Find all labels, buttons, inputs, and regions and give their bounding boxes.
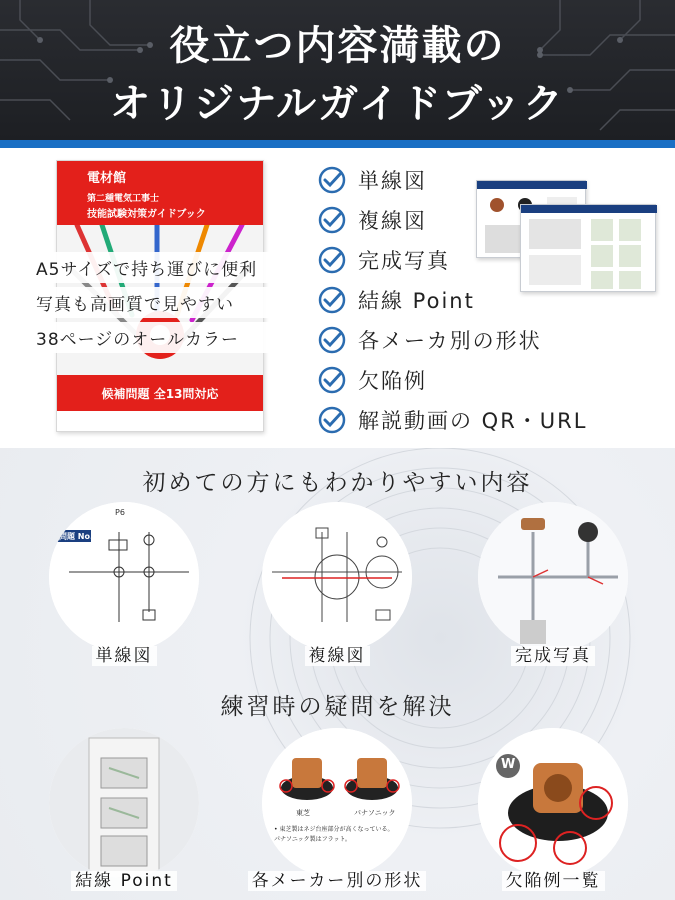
check-icon xyxy=(318,406,346,434)
header-title-line1: 役立つ内容満載の xyxy=(169,23,506,69)
checklist-label: 単線図 xyxy=(358,169,427,193)
check-icon xyxy=(318,366,346,394)
feature-size: A5サイズで持ち運びに便利 xyxy=(30,252,292,283)
accent-band xyxy=(0,140,675,148)
caption-text: 複線図 xyxy=(305,646,370,666)
caption-defect-examples xyxy=(463,866,643,891)
feature-page-count: 38ページのオールカラー xyxy=(30,322,292,353)
checklist-label: 結線 Point xyxy=(358,289,475,313)
caption-connection-point xyxy=(34,866,214,891)
finished-photo-image xyxy=(478,502,628,652)
check-icon xyxy=(318,246,346,274)
checklist-label: 欠陥例 xyxy=(358,369,427,393)
problem-badge: 問題 No.1 xyxy=(59,532,99,541)
connection-point-image xyxy=(49,728,199,878)
maker-shapes-image xyxy=(262,728,412,878)
book-cover-header xyxy=(57,161,263,225)
content-examples xyxy=(0,448,675,900)
single-line-diagram-image xyxy=(49,502,199,652)
caption-text: 完成写真 xyxy=(511,646,595,666)
connection-point-sample xyxy=(49,728,199,878)
checklist-item xyxy=(318,280,658,320)
book-footer-text: 候補問題 全13問対応 xyxy=(101,387,219,401)
book-brand: 電材館 xyxy=(87,171,127,186)
checklist-item xyxy=(318,160,658,200)
maker-label-a: 東芝 xyxy=(296,809,310,817)
check-icon xyxy=(318,326,346,354)
defect-examples-sample xyxy=(478,728,628,878)
checklist-label: 完成写真 xyxy=(358,249,450,273)
maker-note-2: パナソニック製はフラット。 xyxy=(274,836,351,843)
check-icon xyxy=(318,206,346,234)
checklist-item xyxy=(318,400,658,440)
section1-title: 初めての方にもわかりやすい内容 xyxy=(142,470,533,496)
header-banner xyxy=(0,0,675,140)
caption-text: 単線図 xyxy=(92,646,157,666)
book-cover-footer xyxy=(57,375,263,411)
wiring-diagram-image xyxy=(262,502,412,652)
maker-shapes-sample xyxy=(262,728,412,878)
maker-note-1: • 東芝製はネジ台座部分が高くなっている。 xyxy=(274,826,394,833)
checklist-label: 解説動画の QR・URL xyxy=(358,409,588,433)
caption-maker-shapes xyxy=(247,866,427,891)
finished-photo-sample xyxy=(478,502,628,652)
guidebook-overview xyxy=(0,148,675,448)
caption-single-line xyxy=(34,641,214,666)
checklist-label: 各メーカ別の形状 xyxy=(358,329,542,353)
caption-finished-photo xyxy=(463,641,643,666)
caption-text: 欠陥例一覧 xyxy=(502,871,605,891)
defect-examples-image xyxy=(478,728,628,878)
checklist-label: 複線図 xyxy=(358,209,427,233)
single-line-diagram-sample xyxy=(49,502,199,652)
feature-photo-quality: 写真も高画質で見やすい xyxy=(30,287,292,318)
book-subtitle: 第二種電気工事士 xyxy=(87,194,160,204)
caption-text: 結線 Point xyxy=(71,871,177,891)
page-number: P6 xyxy=(115,508,125,517)
checklist-item xyxy=(318,240,658,280)
check-icon xyxy=(318,166,346,194)
wire-badge: W xyxy=(501,757,516,772)
book-title: 技能試験対策ガイドブック xyxy=(87,209,206,220)
caption-text: 各メーカー別の形状 xyxy=(248,871,427,891)
maker-label-b: パナソニック xyxy=(354,809,396,817)
wiring-diagram-sample xyxy=(262,502,412,652)
section2-title: 練習時の疑問を解決 xyxy=(220,694,455,720)
checklist-item xyxy=(318,360,658,400)
caption-wiring-diagram xyxy=(247,641,427,666)
check-icon xyxy=(318,286,346,314)
checklist-item xyxy=(318,320,658,360)
content-checklist xyxy=(318,160,658,440)
checklist-item xyxy=(318,200,658,240)
feature-list xyxy=(30,252,292,357)
header-title-line2: オリジナルガイドブック xyxy=(110,81,565,127)
